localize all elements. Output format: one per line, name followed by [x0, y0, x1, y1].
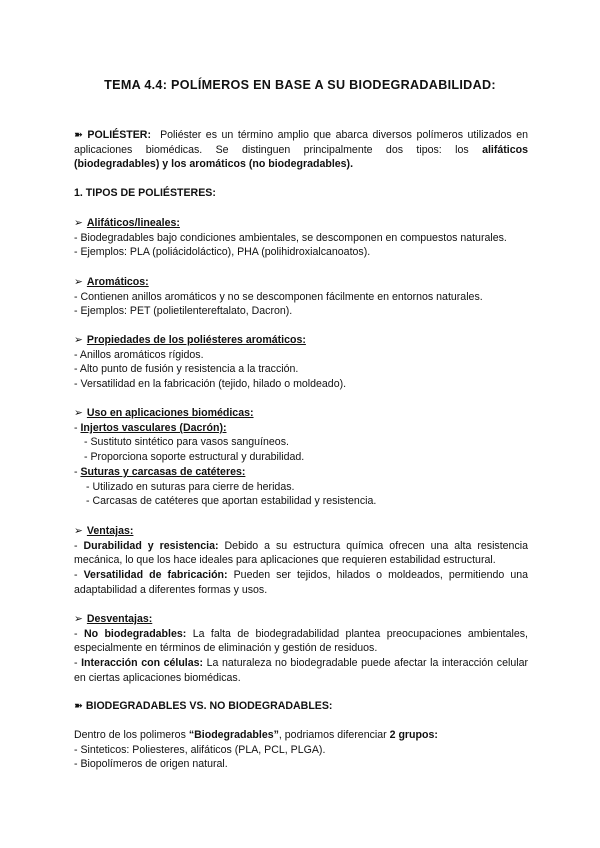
list-item: - Biopolímeros de origen natural.	[74, 758, 228, 771]
poliester-intro	[74, 128, 528, 172]
list-item: - Sustituto sintético para vasos sanguíneos.	[84, 436, 289, 449]
propiedades-heading: Propiedades de los poliésteres aromáticos:	[86, 334, 306, 346]
list-item: - Ejemplos: PLA (poliácidoláctico), PHA (polihidroxialcanoatos).	[74, 246, 371, 259]
list-item: - Versatilidad en la fabricación (tejido, hilado o moldeado).	[74, 378, 347, 391]
arrow-icon: ➢	[74, 525, 83, 537]
biodeg-section	[74, 728, 528, 772]
list-dash: -	[74, 421, 81, 434]
aromaticos-section	[74, 275, 528, 319]
uso-section	[74, 406, 528, 509]
aromaticos-heading: Aromáticos:	[86, 276, 149, 288]
list-item: - Utilizado en suturas para cierre de heridas.	[86, 480, 295, 493]
page-title: TEMA 4.4: POLÍMEROS EN BASE A SU BIODEGRADABILIDAD:	[104, 78, 496, 92]
biodeg-heading: BIODEGRADABLES VS. NO BIODEGRADABLES:	[85, 700, 333, 712]
poliester-bold-text: alifáticos (biodegradables) y los aromáticos (no biodegradables).	[74, 143, 528, 171]
alifaticos-section	[74, 216, 528, 260]
biodeg-intro: Dentro de los polimeros “Biodegradables”, podriamos diferenciar 2 grupos:	[74, 729, 438, 741]
uso-heading: Uso en aplicaciones biomédicas:	[86, 407, 254, 419]
alifaticos-heading: Alifáticos/lineales:	[86, 217, 180, 229]
ventajas-label: Versatilidad de fabricación:	[83, 569, 228, 582]
poliester-bullet-icon: ➽	[74, 129, 83, 141]
ventajas-section	[74, 524, 528, 598]
list-item: - Contienen anillos aromáticos y no se descomponen fácilmente en entornos naturales.	[74, 290, 483, 303]
arrow-icon: ➢	[74, 217, 83, 229]
poliester-heading: POLIÉSTER:	[87, 129, 151, 141]
arrow-icon: ➢	[74, 613, 83, 625]
desventajas-label: No biodegradables:	[83, 627, 187, 640]
list-item: - Biodegradables bajo condiciones ambientales, se descomponen en compuestos naturales.	[74, 231, 507, 244]
injertos-label: Injertos vasculares (Dacrón):	[80, 421, 227, 434]
desventajas-section	[74, 612, 528, 686]
list-item: - Anillos aromáticos rígidos.	[74, 348, 204, 361]
ventajas-heading: Ventajas:	[86, 525, 134, 537]
list-item: - Sinteticos: Poliesteres, alifáticos (PLA, PCL, PLGA).	[74, 743, 326, 756]
biodeg-bullet-icon: ➽	[74, 700, 83, 712]
biodeg-heading-row	[74, 699, 528, 714]
suturas-label: Suturas y carcasas de catéteres:	[80, 465, 246, 478]
poliester-text: Poliéster es un término amplio que abarca diversos polímeros utilizados en aplicaciones biomédicas. Se distinguen principalmente dos tipos: los	[74, 129, 528, 156]
desventajas-item: - Interacción con células: La naturaleza no biodegradable puede afectar la interacción celular en ciertas aplicaciones biomédicas.	[74, 657, 528, 684]
propiedades-section	[74, 333, 528, 392]
list-item: - Ejemplos: PET (polietilentereftalato, Dacron).	[74, 305, 293, 318]
list-item: - Carcasas de catéteres que aportan estabilidad y resistencia.	[86, 495, 377, 508]
list-item: - Proporciona soporte estructural y durabilidad.	[84, 451, 305, 464]
desventajas-label: Interacción con células:	[81, 657, 204, 670]
ventajas-item: - Durabilidad y resistencia: Debido a su estructura química ofrecen una alta resistencia mecánica, lo que los hace ideales para aplicaciones que requieren estabilidad estructural.	[74, 539, 528, 567]
list-item: - Alto punto de fusión y resistencia a la tracción.	[74, 363, 299, 376]
arrow-icon: ➢	[74, 407, 83, 419]
arrow-icon: ➢	[74, 334, 83, 346]
arrow-icon: ➢	[74, 276, 83, 288]
desventajas-heading: Desventajas:	[86, 613, 153, 625]
list-dash: -	[74, 465, 81, 478]
desventajas-item: - No biodegradables: La falta de biodegradabilidad plantea preocupaciones ambientales, especialmente en términos de eliminación y gestión de residuos.	[74, 627, 528, 655]
ventajas-label: Durabilidad y resistencia:	[83, 539, 219, 552]
tipos-heading: 1. TIPOS DE POLIÉSTERES:	[74, 187, 216, 199]
ventajas-item: - Versatilidad de fabricación: Pueden ser tejidos, hilados o moldeados, permitiendo una adaptabilidad a diferentes formas y usos.	[74, 569, 528, 596]
